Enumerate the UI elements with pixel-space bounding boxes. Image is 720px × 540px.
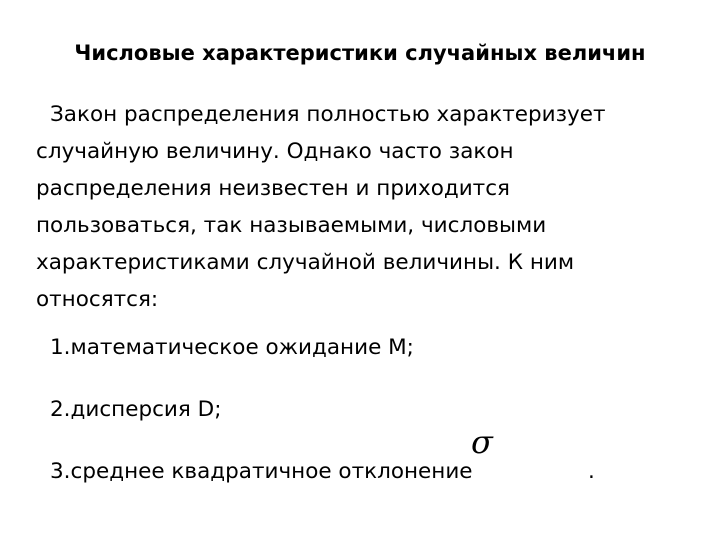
paragraph-line-5: характеристиками случайной величины. К ним (36, 250, 575, 275)
list-item-expectation: 1.математическое ожидание М; (50, 335, 414, 360)
list-end-period: . (588, 459, 595, 484)
paragraph-line-4: пользоваться, так называемыми, числовыми (36, 213, 547, 238)
slide-title: Числовые характеристики случайных величин (74, 41, 646, 65)
paragraph-line-6: относятся: (36, 287, 159, 312)
intro-paragraph (36, 96, 686, 318)
paragraph-line-2: случайную величину. Однако часто закон (36, 139, 514, 164)
sigma-symbol: σ (471, 423, 493, 461)
list-item-variance: 2.дисперсия D; (50, 397, 222, 422)
paragraph-line-1: Закон распределения полностью характеризует (50, 102, 606, 127)
paragraph-line-3: распределения неизвестен и приходится (36, 176, 510, 201)
list-item-std-deviation: 3.среднее квадратичное отклонение (50, 459, 473, 484)
